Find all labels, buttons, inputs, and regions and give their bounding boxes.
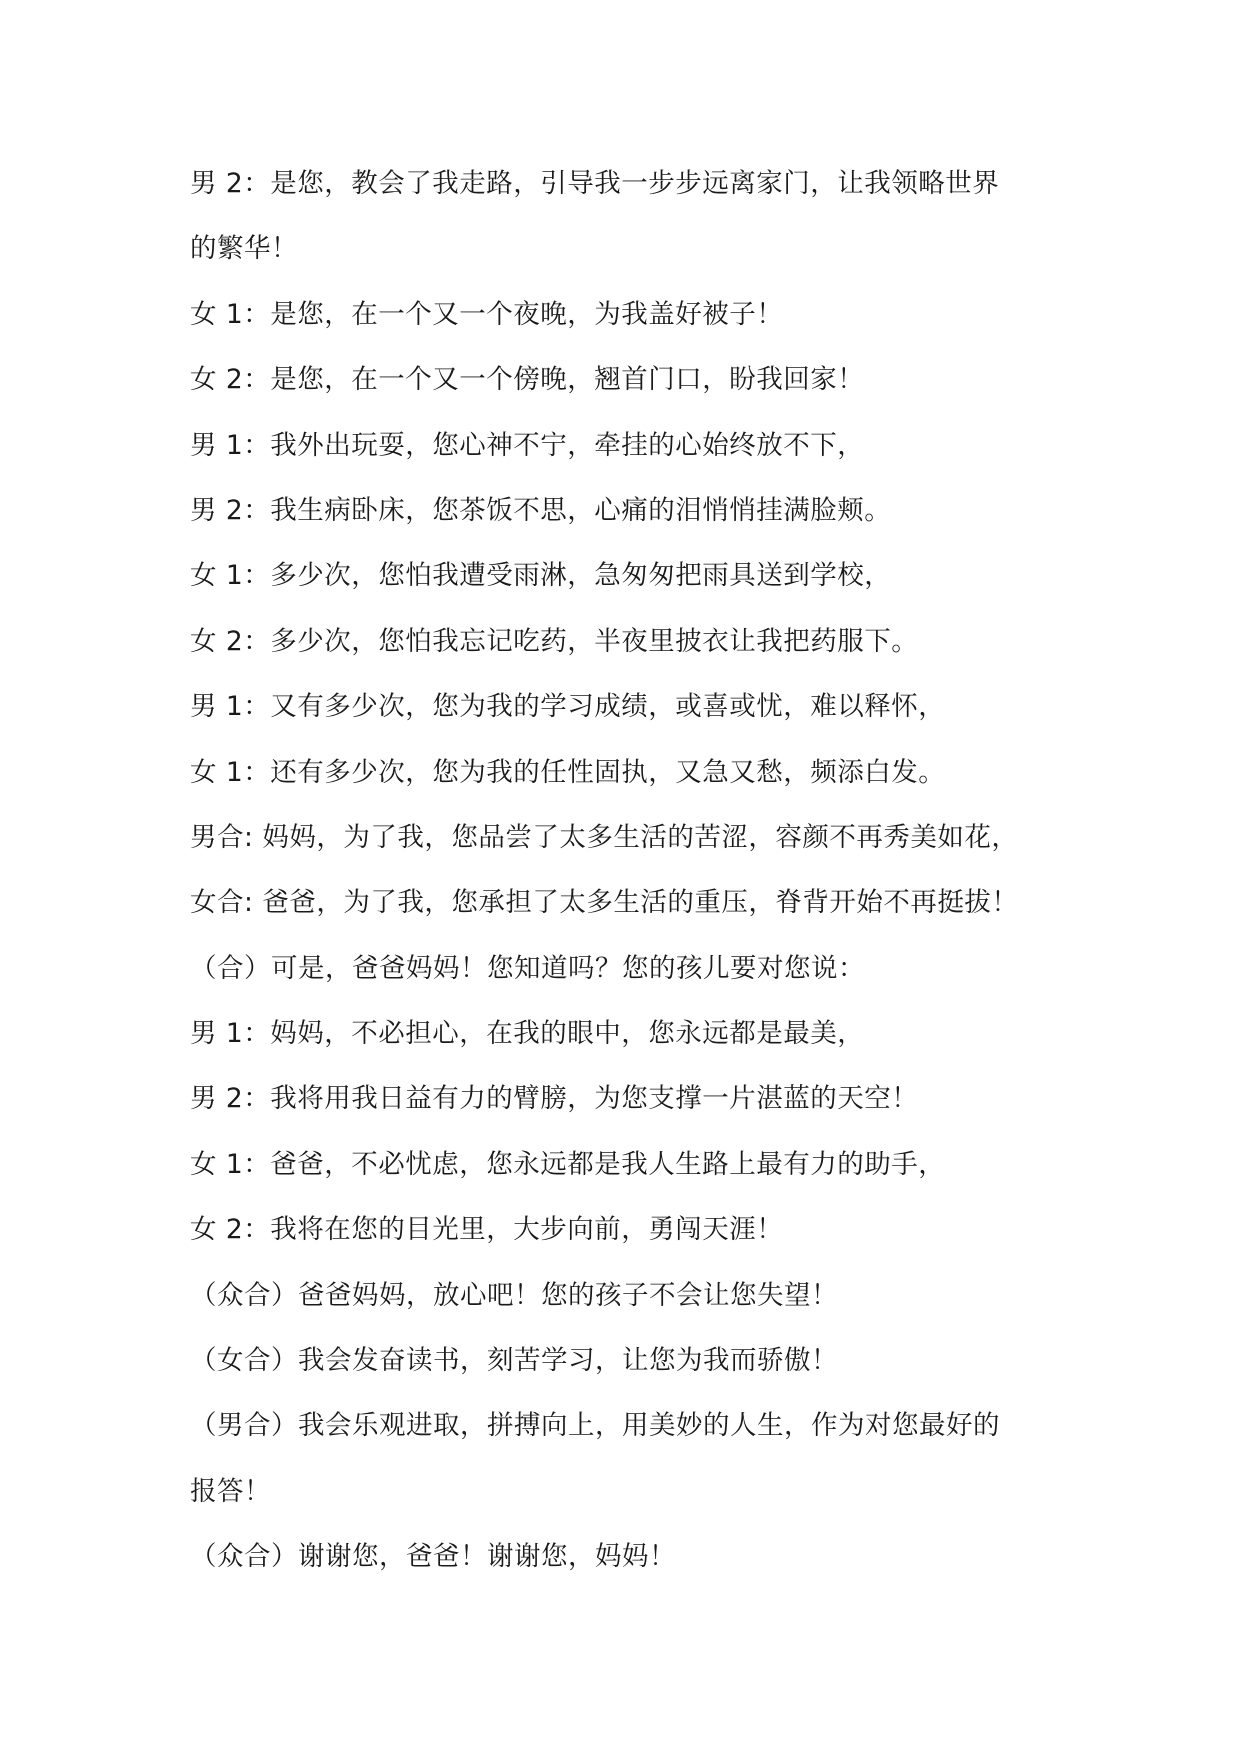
text-line: 男 1：又有多少次，您为我的学习成绩，或喜或忧，难以释怀， xyxy=(190,691,946,723)
text-line: 男合: 妈妈，为了我，您品尝了太多生活的苦涩，容颜不再秀美如花， xyxy=(190,821,1019,853)
text-line: 男 1：妈妈，不必担心，在我的眼中，您永远都是最美， xyxy=(190,1018,865,1050)
text-line: 女 1：多少次，您怕我遭受雨淋，急匆匆把雨具送到学校， xyxy=(190,560,892,592)
text-line: 女 2：我将在您的目光里，大步向前，勇闯天涯！ xyxy=(190,1214,784,1246)
text-line: （合）可是，爸爸妈妈！您知道吗？您的孩儿要对您说： xyxy=(190,952,865,984)
text-line: 的繁华！ xyxy=(190,233,298,265)
text-line: 女 1：是您，在一个又一个夜晚，为我盖好被子！ xyxy=(190,298,784,330)
text-line: 男 2：我将用我日益有力的臂膀，为您支撑一片湛蓝的天空！ xyxy=(190,1083,919,1115)
text-line: 女 1：还有多少次，您为我的任性固执，又急又愁，频添白发。 xyxy=(190,756,946,788)
text-line: 男 2：是您，教会了我走路，引导我一步步远离家门，让我领略世界 xyxy=(190,168,1000,199)
text-line: （男合）我会乐观进取，拼搏向上，用美妙的人生，作为对您最好的 xyxy=(190,1410,1000,1442)
text-line: （众合）谢谢您，爸爸！谢谢您，妈妈！ xyxy=(190,1541,676,1573)
script-text-body xyxy=(190,158,1070,1597)
text-line: 女 2：多少次，您怕我忘记吃药，半夜里披衣让我把药服下。 xyxy=(190,625,919,657)
text-line: 男 1：我外出玩耍，您心神不宁，牵挂的心始终放不下， xyxy=(190,429,865,461)
text-line: （女合）我会发奋读书，刻苦学习，让您为我而骄傲！ xyxy=(190,1345,838,1377)
text-line: 女 2：是您，在一个又一个傍晚，翘首门口，盼我回家！ xyxy=(190,364,865,396)
text-line: （众合）爸爸妈妈，放心吧！您的孩子不会让您失望！ xyxy=(190,1279,838,1311)
text-line: 女合: 爸爸，为了我，您承担了太多生活的重压，脊背开始不再挺拔！ xyxy=(190,887,1019,919)
text-line: 女 1：爸爸，不必忧虑，您永远都是我人生路上最有力的助手， xyxy=(190,1148,946,1180)
text-line: 报答！ xyxy=(190,1475,271,1507)
text-line: 男 2：我生病卧床，您茶饭不思，心痛的泪悄悄挂满脸颊。 xyxy=(190,494,892,526)
